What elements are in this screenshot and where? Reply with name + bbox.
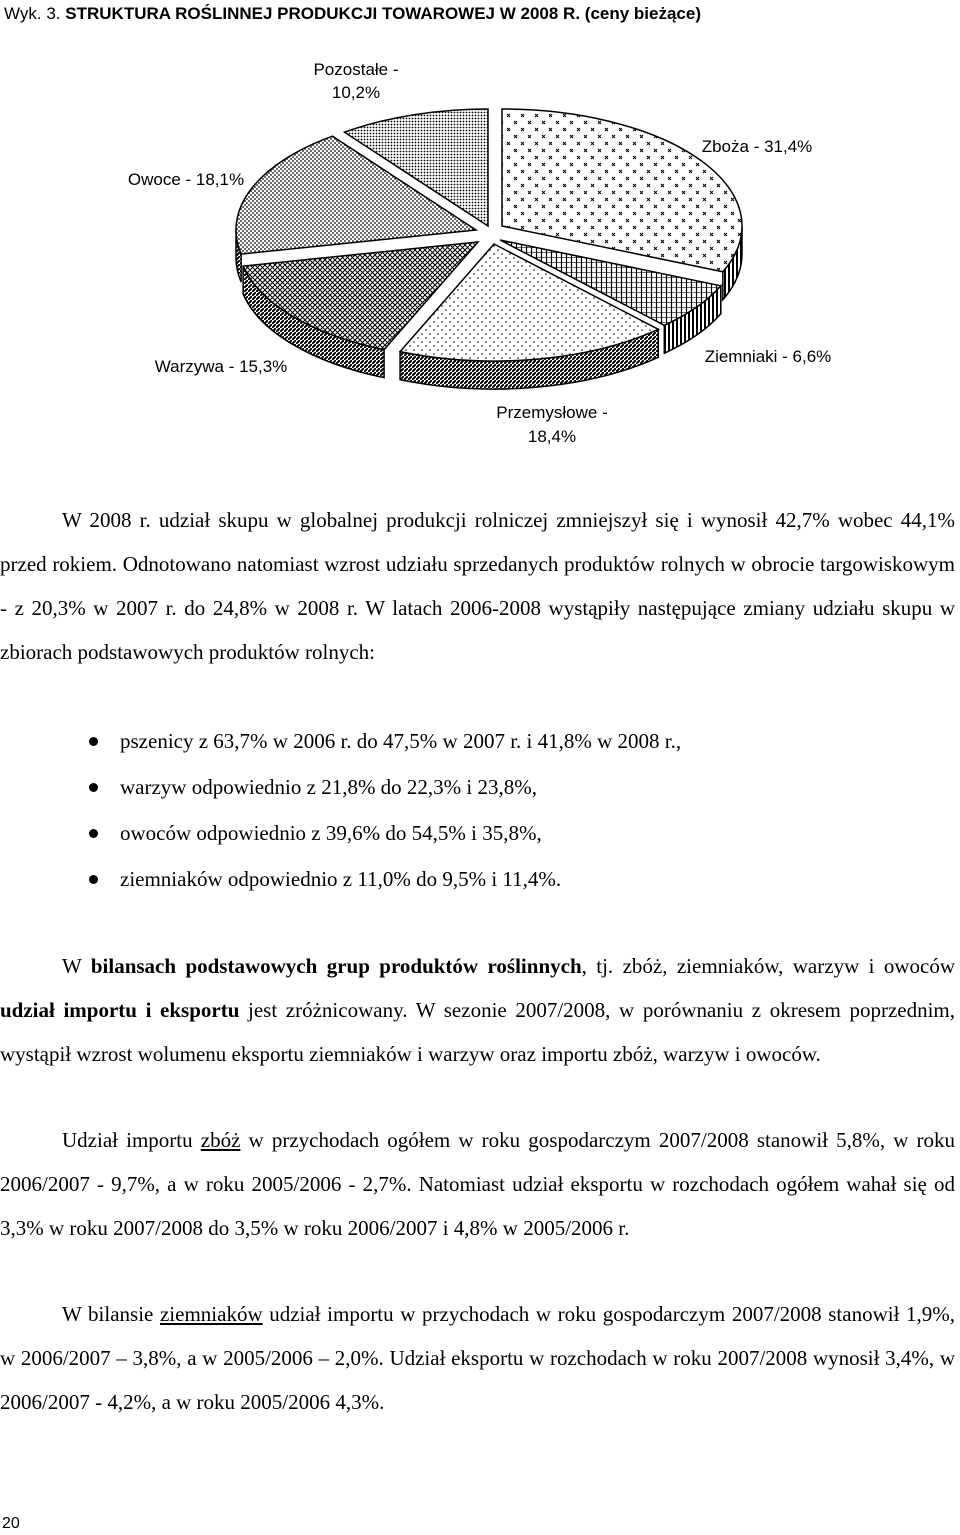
list-item-text: pszenicy z 63,7% w 2006 r. do 47,5% w 2007 r. i 41,8% w 2008 r., xyxy=(120,729,682,753)
bullet-icon xyxy=(89,829,98,838)
figure-caption xyxy=(4,4,701,24)
caption-title: STRUKTURA ROŚLINNEJ PRODUKCJI TOWAROWEJ W 2008 R. xyxy=(65,4,581,23)
paragraph-1-text: W 2008 r. udział skupu w globalnej produkcji rolniczej zmniejszył się i wynosił 42,7% wobec 44,1% przed rokiem. Odnotowano natomiast wzrost udziału sprzedanych produktów rolnych w obrocie targowiskowym - z 20,3% w 2007 r. do 24,8% w 2008 r. W latach 2006-2008 wystąpiły następujące zmiany udziału skupu w zbiorach podstawowych produktów rolnych: xyxy=(0,508,955,664)
caption-prefix: Wyk. 3. xyxy=(4,4,61,23)
list-item xyxy=(0,764,955,810)
label-ziemniaki: Ziemniaki - 6,6% xyxy=(704,347,832,366)
list-item-text: warzyw odpowiednio z 21,8% do 22,3% i 23,8%, xyxy=(120,775,538,799)
bullet-icon xyxy=(89,783,98,792)
paragraph-2-text-1: , tj. zbóż, ziemniaków, warzyw i owoców xyxy=(581,954,956,978)
label-pozostale-line1: Pozostałe - xyxy=(313,60,399,79)
list-item xyxy=(0,718,955,764)
paragraph-2 xyxy=(0,944,955,1076)
paragraph-4-underlined: ziemniaków xyxy=(159,1302,263,1326)
paragraph-1 xyxy=(0,498,955,674)
caption-suffix: (ceny bieżące) xyxy=(584,4,702,23)
paragraph-2-w: W xyxy=(62,954,82,978)
list-item-text: owoców odpowiednio z 39,6% do 54,5% i 35,8%, xyxy=(120,821,542,845)
list-item xyxy=(0,810,955,856)
paragraph-3 xyxy=(0,1118,955,1250)
page-number: 20 xyxy=(2,1515,20,1532)
list-item-text: ziemniaków odpowiednio z 11,0% do 9,5% i 11,4%. xyxy=(120,867,562,891)
pie-top xyxy=(236,109,742,361)
list-item xyxy=(0,856,955,902)
bullet-icon xyxy=(89,875,98,884)
paragraph-4-text-2: udział importu w przychodach w roku gospodarczym 2007/2008 stanowił 1,9%, w 2006/2007 – 3,8%, a w 2005/2006 – 2,0%. Udział eksportu w rozchodach w roku 2007/2008 wynosił 3,4%, w 2006/2007 - 4,2%, a w roku 2005/2006 4,3%. xyxy=(0,1302,956,1414)
paragraph-4-text-1: W bilansie xyxy=(62,1302,154,1326)
label-zboza: Zboża - 31,4% xyxy=(701,137,813,156)
paragraph-4 xyxy=(0,1292,955,1424)
paragraph-2-bold-1: bilansach podstawowych grup produktów roślinnych xyxy=(90,954,582,978)
bullet-icon xyxy=(89,737,98,746)
label-owoce: Owoce - 18,1% xyxy=(127,170,245,189)
bullet-list xyxy=(0,718,955,902)
paragraph-2-text-2: jest zróżnicowany. W sezonie 2007/2008, w porównaniu z okresem poprzednim, wystąpił wzrost wolumenu eksportu ziemniaków i warzyw oraz importu zbóż, warzyw i owoców. xyxy=(0,998,956,1066)
label-pozostale-line2: 10,2% xyxy=(331,83,381,102)
paragraph-3-underlined: zbóż xyxy=(200,1128,241,1152)
paragraph-3-text-1: Udział importu xyxy=(62,1128,193,1152)
label-warzywa: Warzywa - 15,3% xyxy=(154,357,288,376)
paragraph-3-text-2: w przychodach ogółem w roku gospodarczym 2007/2008 stanowił 5,8%, w roku 2006/2007 - 9,7%, a w roku 2005/2006 - 2,7%. Natomiast udział eksportu w rozchodach ogółem wahał się od 3,3% w roku 2007/2008 do 3,5% w roku 2006/2007 i 4,8% w 2005/2006 r. xyxy=(0,1128,956,1240)
label-przemyslowe-line2: 18,4% xyxy=(527,427,577,446)
label-przemyslowe-line1: Przemysłowe - xyxy=(496,403,608,422)
paragraph-2-bold-2: udział importu i eksportu xyxy=(0,998,240,1022)
pie-chart xyxy=(0,40,960,460)
